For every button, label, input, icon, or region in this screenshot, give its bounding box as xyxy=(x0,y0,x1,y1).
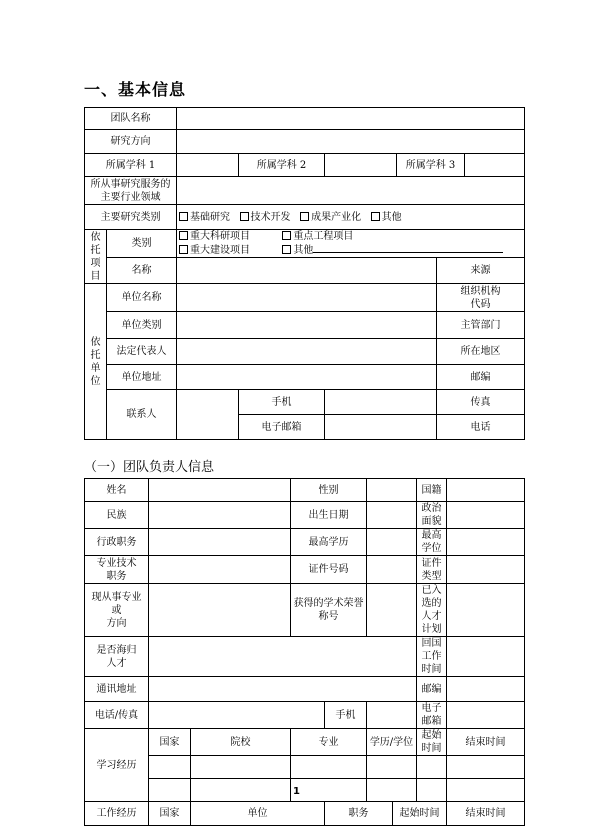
study-col-country: 国家 xyxy=(149,729,191,756)
leader-postcode-label: 邮编 xyxy=(417,677,447,702)
nationality-label: 国籍 xyxy=(417,479,447,502)
returnee-field[interactable] xyxy=(149,637,417,677)
section-title-leader-info: （一）团队负责人信息 xyxy=(84,460,215,475)
option-key-engineering[interactable]: 重点工程项目 xyxy=(282,231,353,242)
section-title-basic-info: 一、基本信息 xyxy=(84,80,187,99)
option-project-other[interactable]: 其他 xyxy=(282,245,503,256)
returnee-label: 是否海归 人才 xyxy=(85,637,149,677)
study-history-label: 学习经历 xyxy=(85,729,149,802)
project-group-label: 依 托 项 目 xyxy=(85,230,107,284)
gender-label: 性别 xyxy=(291,479,367,502)
political-field[interactable] xyxy=(447,502,525,529)
postcode-label: 邮编 xyxy=(437,365,525,390)
work-history-label: 工作经历 xyxy=(85,802,149,826)
honors-field[interactable] xyxy=(367,584,417,637)
name-field[interactable] xyxy=(149,479,291,502)
project-name-field[interactable] xyxy=(177,258,437,284)
other-underline[interactable] xyxy=(313,243,503,253)
research-direction-field[interactable] xyxy=(177,130,525,154)
current-major-label: 现从事专业或 方向 xyxy=(85,584,149,637)
address-label: 通讯地址 xyxy=(85,677,149,702)
id-number-field[interactable] xyxy=(367,556,417,584)
option-major-research[interactable]: 重大科研项目 xyxy=(179,231,250,242)
highest-degree-label: 最高学位 xyxy=(417,529,447,556)
basic-info-table xyxy=(84,107,525,440)
industry-label: 所从事研究服务的 主要行业领域 xyxy=(85,177,177,205)
contact-label: 联系人 xyxy=(107,390,177,440)
checkbox-icon xyxy=(282,231,291,240)
project-name-label: 名称 xyxy=(107,258,177,284)
legal-rep-label: 法定代表人 xyxy=(107,339,177,365)
subject3-label: 所属学科 3 xyxy=(397,154,465,177)
team-name-label: 团队名称 xyxy=(85,108,177,130)
work-col-start: 起始时间 xyxy=(393,802,447,826)
highest-edu-label: 最高学历 xyxy=(291,529,367,556)
leader-email-label: 电子邮箱 xyxy=(417,702,447,729)
unit-category-field[interactable] xyxy=(177,312,437,339)
study-cell[interactable] xyxy=(191,756,291,779)
region-label: 所在地区 xyxy=(437,339,525,365)
unit-name-field[interactable] xyxy=(177,284,437,312)
admin-post-field[interactable] xyxy=(149,529,291,556)
unit-group-label: 依 托 单 位 xyxy=(85,284,107,440)
checkbox-icon xyxy=(282,245,291,254)
work-col-post: 职务 xyxy=(325,802,393,826)
leader-email-field[interactable] xyxy=(447,702,525,729)
study-col-end: 结束时间 xyxy=(447,729,525,756)
birth-date-label: 出生日期 xyxy=(291,502,367,529)
work-col-unit: 单位 xyxy=(191,802,325,826)
subject1-label: 所属学科 1 xyxy=(85,154,177,177)
fax-label: 传真 xyxy=(437,390,525,415)
study-cell[interactable] xyxy=(367,756,417,779)
work-col-end: 结束时间 xyxy=(447,802,525,826)
phone-label: 电话 xyxy=(437,415,525,440)
checkbox-icon xyxy=(179,212,188,221)
leader-info-table xyxy=(84,478,525,826)
address-field[interactable] xyxy=(149,677,417,702)
study-col-start: 起始时间 xyxy=(417,729,447,756)
study-cell[interactable] xyxy=(417,756,447,779)
honors-label: 获得的学术荣誉 称号 xyxy=(291,584,367,637)
talent-plan-label: 已入选的 人才计划 xyxy=(417,584,447,637)
work-col-country: 国家 xyxy=(149,802,191,826)
return-time-label: 回国工作 时间 xyxy=(417,637,447,677)
highest-edu-field[interactable] xyxy=(367,529,417,556)
gender-field[interactable] xyxy=(367,479,417,502)
supervisor-label: 主管部门 xyxy=(437,312,525,339)
id-number-label: 证件号码 xyxy=(291,556,367,584)
unit-address-field[interactable] xyxy=(177,365,437,390)
phone-fax-field[interactable] xyxy=(149,702,325,729)
legal-rep-field[interactable] xyxy=(177,339,437,365)
study-cell[interactable] xyxy=(447,756,525,779)
admin-post-label: 行政职务 xyxy=(85,529,149,556)
option-other[interactable]: 其他 xyxy=(371,212,402,223)
industry-field[interactable] xyxy=(177,177,525,205)
leader-mobile-label: 手机 xyxy=(325,702,367,729)
birth-date-field[interactable] xyxy=(367,502,417,529)
current-major-field[interactable] xyxy=(149,584,291,637)
phone-fax-label: 电话/传真 xyxy=(85,702,149,729)
ethnicity-field[interactable] xyxy=(149,502,291,529)
return-time-field[interactable] xyxy=(447,637,525,677)
source-label: 来源 xyxy=(437,258,525,284)
study-col-degree: 学历/学位 xyxy=(367,729,417,756)
email-label: 电子邮箱 xyxy=(239,415,325,440)
highest-degree-field[interactable] xyxy=(447,529,525,556)
unit-address-label: 单位地址 xyxy=(107,365,177,390)
project-category-options xyxy=(177,230,525,258)
study-cell[interactable] xyxy=(149,756,191,779)
option-tech-dev[interactable]: 技术开发 xyxy=(240,212,291,223)
ethnicity-label: 民族 xyxy=(85,502,149,529)
id-type-label: 证件类型 xyxy=(417,556,447,584)
study-cell[interactable] xyxy=(291,756,367,779)
checkbox-icon xyxy=(240,212,249,221)
email-field[interactable] xyxy=(325,415,437,440)
checkbox-icon xyxy=(179,245,188,254)
study-col-major: 专业 xyxy=(291,729,367,756)
org-code-label: 组织机构 代码 xyxy=(437,284,525,312)
talent-plan-field[interactable] xyxy=(447,584,525,637)
political-label: 政治面貌 xyxy=(417,502,447,529)
leader-mobile-field[interactable] xyxy=(367,702,417,729)
nationality-field[interactable] xyxy=(447,479,525,502)
option-industrialization[interactable]: 成果产业化 xyxy=(300,212,361,223)
mobile-label: 手机 xyxy=(239,390,325,415)
subject2-field[interactable] xyxy=(325,154,397,177)
name-label: 姓名 xyxy=(85,479,149,502)
option-basic-research[interactable]: 基础研究 xyxy=(179,212,230,223)
mobile-field[interactable] xyxy=(325,390,437,415)
unit-name-label: 单位名称 xyxy=(107,284,177,312)
checkbox-icon xyxy=(371,212,380,221)
research-type-options xyxy=(177,205,525,230)
research-direction-label: 研究方向 xyxy=(85,130,177,154)
subject1-field[interactable] xyxy=(177,154,239,177)
id-type-field[interactable] xyxy=(447,556,525,584)
option-major-construction[interactable]: 重大建设项目 xyxy=(179,245,250,256)
category-label: 类别 xyxy=(107,230,177,258)
team-name-field[interactable] xyxy=(177,108,525,130)
checkbox-icon xyxy=(179,231,188,240)
checkbox-icon xyxy=(300,212,309,221)
page-number: 1 xyxy=(293,786,300,797)
research-type-label: 主要研究类别 xyxy=(85,205,177,230)
contact-field[interactable] xyxy=(177,390,239,440)
unit-category-label: 单位类别 xyxy=(107,312,177,339)
tech-title-label: 专业技术 职务 xyxy=(85,556,149,584)
leader-postcode-field[interactable] xyxy=(447,677,525,702)
subject2-label: 所属学科 2 xyxy=(239,154,325,177)
tech-title-field[interactable] xyxy=(149,556,291,584)
subject3-field[interactable] xyxy=(465,154,525,177)
study-col-school: 院校 xyxy=(191,729,291,756)
